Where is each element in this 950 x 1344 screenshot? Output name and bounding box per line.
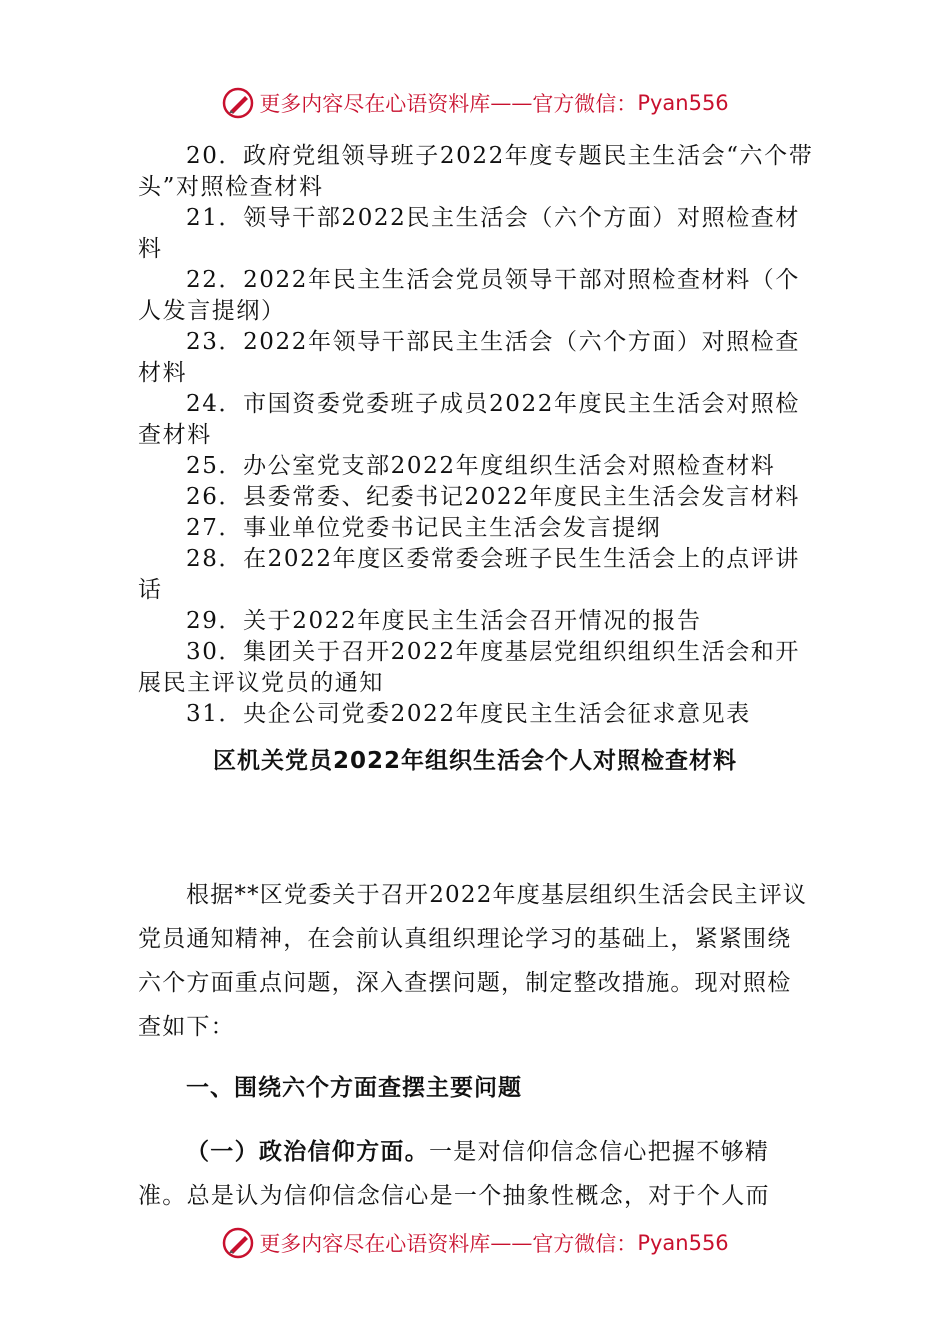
- list-item: 22．2022年民主生活会党员领导干部对照检查材料（个人发言提纲）: [138, 267, 800, 324]
- section-heading: 一、围绕六个方面查摆主要问题: [186, 1075, 522, 1101]
- intro-paragraph: 根据**区党委关于召开2022年度基层组织生活会民主评议党员通知精神，在会前认真组织理论学习的基础上，紧紧围绕六个方面重点问题，深入查摆问题，制定整改措施。现对照检查如下：: [138, 882, 808, 1040]
- watermark-header: [0, 86, 950, 120]
- pen-logo-icon: [221, 1226, 255, 1260]
- paragraph-bold-lead: （一）政治信仰方面。: [186, 1139, 429, 1165]
- watermark-footer: [0, 1226, 950, 1260]
- list-item: 26．县委常委、纪委书记2022年度民主生活会发言材料: [186, 484, 800, 510]
- list-item: 29．关于2022年度民主生活会召开情况的报告: [186, 608, 702, 634]
- list-item: 31．央企公司党委2022年度民主生活会征求意见表: [186, 701, 751, 727]
- watermark-dash: ——: [490, 1231, 533, 1255]
- watermark-dash: ——: [490, 91, 533, 115]
- document-list: [138, 141, 814, 730]
- list-item: 21．领导干部2022民主生活会（六个方面）对照检查材料: [138, 205, 800, 262]
- watermark-id: Pyan556: [637, 91, 729, 115]
- watermark-label: 官方微信：: [532, 92, 638, 116]
- watermark-id: Pyan556: [637, 1231, 729, 1255]
- list-item: 28．在2022年度区委常委会班子民生生活会上的点评讲话: [138, 546, 800, 603]
- paragraph-text: 一是对信仰信念信心把握不够精准。总是认为信仰信念信心是一个抽象性概念，对于个人而: [138, 1139, 770, 1209]
- document-title: 区机关党员2022年组织生活会个人对照检查材料: [212, 748, 737, 774]
- list-item: 25．办公室党支部2022年度组织生活会对照检查材料: [186, 453, 776, 479]
- list-item: 23．2022年领导干部民主生活会（六个方面）对照检查材料: [138, 329, 800, 386]
- list-item: 30．集团关于召开2022年度基层党组织组织生活会和开展民主评议党员的通知: [138, 639, 800, 696]
- list-item: 27．事业单位党委书记民主生活会发言提纲: [186, 515, 662, 541]
- body-paragraph: [138, 1130, 814, 1218]
- list-item: 24．市国资委党委班子成员2022年度民主生活会对照检查材料: [138, 391, 800, 448]
- watermark-brand: 更多内容尽在心语资料库: [259, 1232, 491, 1256]
- pen-logo-icon: [221, 86, 255, 120]
- watermark-label: 官方微信：: [532, 1232, 638, 1256]
- list-item: 20．政府党组领导班子2022年度专题民主生活会“六个带头”对照检查材料: [138, 143, 814, 200]
- watermark-brand: 更多内容尽在心语资料库: [259, 92, 491, 116]
